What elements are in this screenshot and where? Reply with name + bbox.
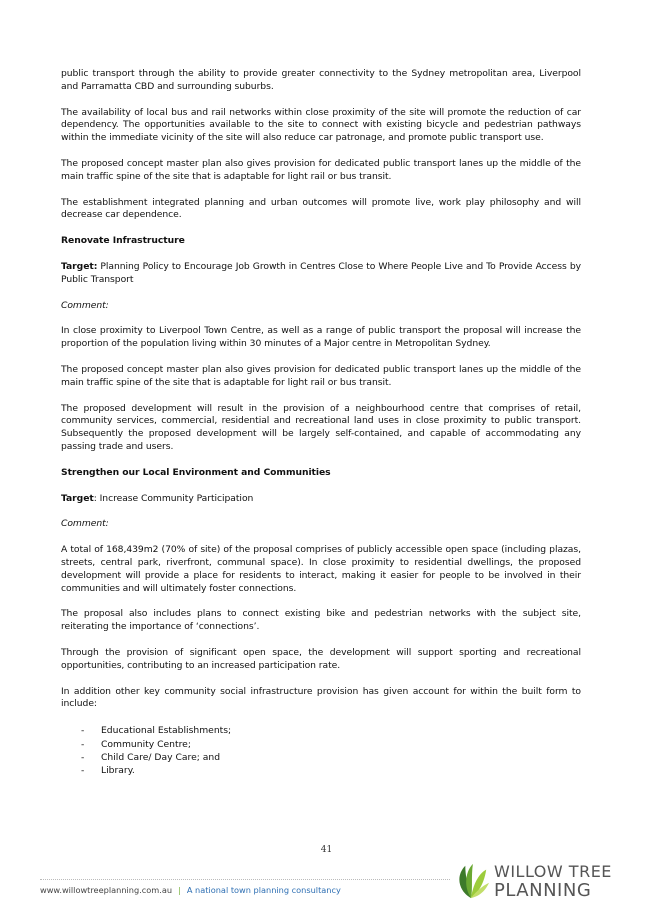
target-text: Planning Policy to Encourage Job Growth in Centres Close to Where People Live and To Provide Access by Public Transport	[61, 260, 581, 285]
infrastructure-list	[61, 724, 581, 778]
footer-separator: |	[178, 885, 181, 895]
paragraph: Through the provision of significant open space, the development will support sporting and recreational opportunities, contributing to an increased participation rate.	[61, 646, 581, 671]
target-label: Target:	[61, 260, 98, 272]
target-statement	[61, 261, 581, 287]
paragraph: public transport through the ability to provide greater connectivity to the Sydney metropolitan area, Liverpool and Parramatta CBD and surrounding suburbs.	[61, 68, 581, 92]
paragraph: The proposed concept master plan also gives provision for dedicated public transport lanes up the middle of the main traffic spine of the site that is adaptable for light rail or bus transit.	[61, 363, 581, 388]
list-item: - Educational Establishments;	[81, 725, 232, 737]
logo-text-planning: PLANNING	[494, 880, 592, 901]
paragraph: In close proximity to Liverpool Town Centre, as well as a range of public transport the proposal will increase the proportion of the population living within 30 minutes of a Major centre in Metropolitan Sydney.	[61, 325, 581, 350]
page-number: 41	[320, 845, 333, 855]
list-item: - Community Centre;	[81, 738, 191, 750]
target-text: : Increase Community Participation	[93, 492, 254, 504]
list-item: - Child Care/ Day Care; and	[81, 751, 221, 763]
paragraph: The availability of local bus and rail networks within close proximity of the site will promote the reduction of car dependency. The opportunities available to the site to connect with existing bicycle and pedestrian pathways within the immediate vicinity of the site will also reduce car patronage, and promote public transport use.	[61, 106, 581, 144]
footer-tagline: A national town planning consultancy	[186, 885, 341, 895]
paragraph: The proposal also includes plans to connect existing bike and pedestrian networks with the subject site, reiterating the importance of ‘connections’.	[61, 608, 581, 633]
paragraph: The establishment integrated planning and urban outcomes will promote live, work play philosophy and will decrease car dependence.	[61, 196, 581, 221]
paragraph: In addition other key community social infrastructure provision has given account for within the built form to include:	[61, 685, 581, 710]
company-logo	[452, 860, 632, 904]
section-heading-renovate-infrastructure: Renovate Infrastructure	[61, 235, 185, 247]
footer	[40, 885, 341, 895]
willow-tree-leaf-icon	[452, 862, 490, 900]
document-body	[61, 68, 581, 778]
comment-label: Comment:	[61, 299, 109, 311]
footer-url[interactable]: www.willowtreeplanning.com.au	[40, 885, 173, 895]
footer-divider	[40, 879, 450, 880]
paragraph: A total of 168,439m2 (70% of site) of the proposal comprises of publicly accessible open space (including plazas, streets, central park, riverfront, communal space). In close proximity to residential dwellings, the proposed development will provide a place for residents to interact, making it easier for people to be involved in their communities and will ultimately foster connections.	[61, 544, 581, 594]
target-label: Target	[61, 492, 94, 504]
logo-text-willow-tree: WILLOW TREE	[494, 862, 612, 881]
section-heading-local-environment: Strengthen our Local Environment and Communities	[61, 466, 331, 478]
list-item: - Library.	[81, 765, 135, 777]
paragraph: The proposed development will result in the provision of a neighbourhood centre that comprises of retail, community services, commercial, residential and recreational land uses in close proximity to public transport. Subsequently the proposed development will be largely self-contained, and capable of accommodating any passing trade and users.	[61, 402, 581, 452]
target-statement	[61, 493, 581, 506]
comment-label: Comment:	[61, 518, 109, 530]
paragraph: The proposed concept master plan also gives provision for dedicated public transport lanes up the middle of the main traffic spine of the site that is adaptable for light rail or bus transit.	[61, 157, 581, 182]
